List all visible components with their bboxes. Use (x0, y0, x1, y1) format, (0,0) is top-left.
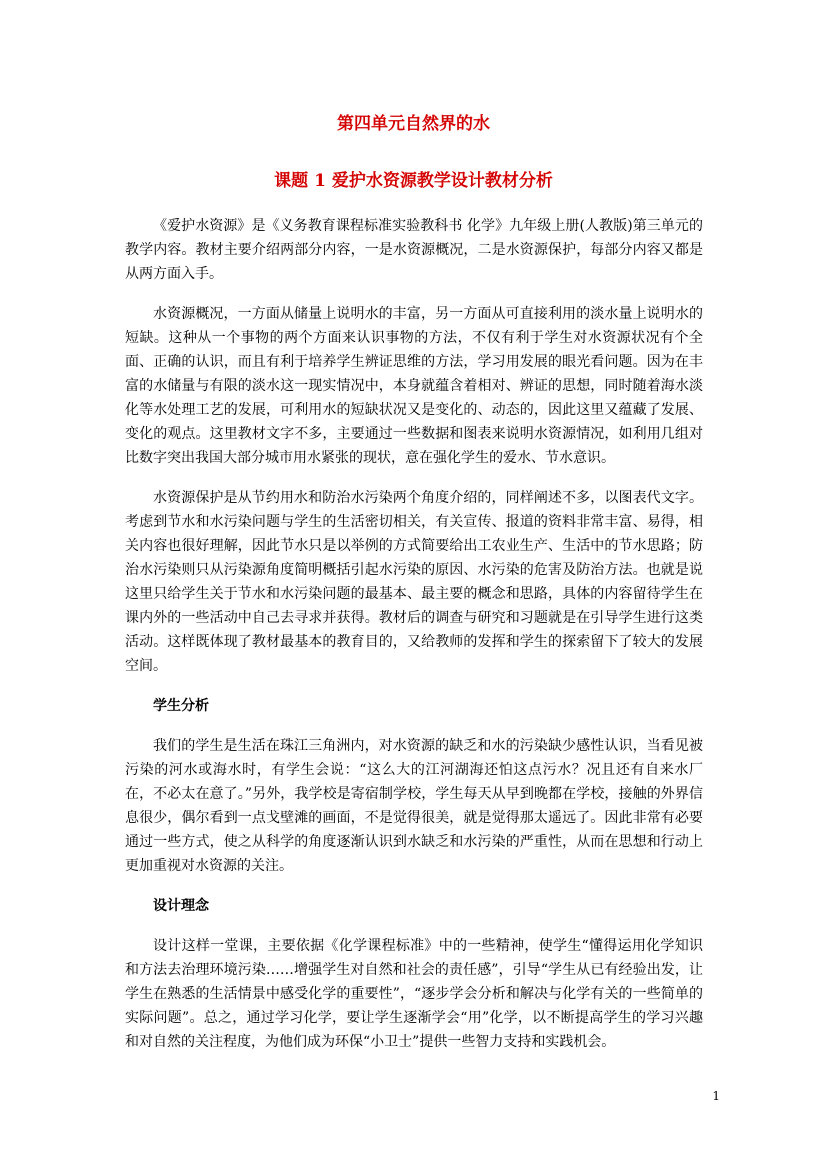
intro-paragraph: 《爱护水资源》是《义务教育课程标准实验教科书 化学》九年级上册(人教版)第三单元的教学内容。教材主要介绍两部分内容，一是水资源概况，二是水资源保护，每部分内容又都是从两方面入手。 (125, 218, 703, 282)
document-body (125, 214, 703, 1070)
student-analysis-paragraph: 我们的学生是生活在珠江三角洲内，对水资源的缺乏和水的污染缺少感性认识，当看见被污染的河水或海水时，有学生会说：“这么大的江河湖海还怕这点污水？况且还有自来水厂在，不必太在意了。”另外，我学校是寄宿制学校，学生每天从早到晚都在学校，接触的外界信息很少，偶尔看到一点戈壁滩的画面，不是觉得很美，就是觉得那太遥远了。因此非常有必要通过一些方式，使之从科学的角度逐渐认识到水缺乏和水污染的严重性，从而在思想和行动上更加重视对水资源的关注。 (125, 738, 703, 874)
water-overview-paragraph: 水资源概况，一方面从储量上说明水的丰富，另一方面从可直接利用的淡水量上说明水的短缺。这种从一个事物的两个方面来认识事物的方法，不仅有利于学生对水资源状况有个全面、正确的认识，而且有利于培养学生辨证思维的方法，学习用发展的眼光看问题。因为在丰富的水储量与有限的淡水这一现实情况中，本身就蕴含着相对、辨证的思想，同时随着海水淡化等水处理工艺的发展，可利用水的短缺状况又是变化的、动态的，因此这里又蕴藏了发展、变化的观点。这里教材文字不多，主要通过一些数据和图表来说明水资源情况，如利用几组对比数字突出我国大部分城市用水紧张的现状，意在强化学生的爱水、节水意识。 (125, 306, 703, 466)
design-concept-heading: 设计理念 (153, 898, 209, 914)
water-protection-paragraph: 水资源保护是从节约用水和防治水污染两个角度介绍的，同样阐述不多，以图表代文字。考虑到节水和水污染问题与学生的生活密切相关，有关宣传、报道的资料非常丰富、易得，相关内容也很好理解，因此节水只是以举例的方式简要给出工农业生产、生活中的节水思路；防治水污染则只从污染源角度简明概括引起水污染的原因、水污染的危害及防治方法。也就是说这里只给学生关于节水和水污染问题的最基本、最主要的概念和思路，具体的内容留待学生在课内外的一些活动中自己去寻求并获得。教材后的调查与研究和习题就是在引导学生进行这类活动。这样既体现了教材最基本的教育目的，又给教师的发挥和学生的探索留下了较大的发展空间。 (125, 490, 703, 674)
design-concept-paragraph: 设计这样一堂课，主要依据《化学课程标准》中的一些精神，使学生“懂得运用化学知识和方法去治理环境污染……增强学生对自然和社会的责任感”，引导“学生从已有经验出发，让学生在熟悉的生活情景中感受化学的重要性”，“逐步学会分析和解决与化学有关的一些简单的实际问题”。总之，通过学习化学，要让学生逐渐学会“用”化学，以不断提高学生的学习兴趣和对自然的关注程度，为他们成为环保“小卫士”提供一些智力支持和实践机会。 (125, 938, 703, 1050)
student-analysis-heading: 学生分析 (153, 698, 209, 714)
page-number: 1 (712, 1089, 720, 1103)
document-subtitle: 课题 1 爱护水资源教学设计教材分析 (274, 171, 553, 191)
document-title: 第四单元自然界的水 (337, 114, 490, 134)
